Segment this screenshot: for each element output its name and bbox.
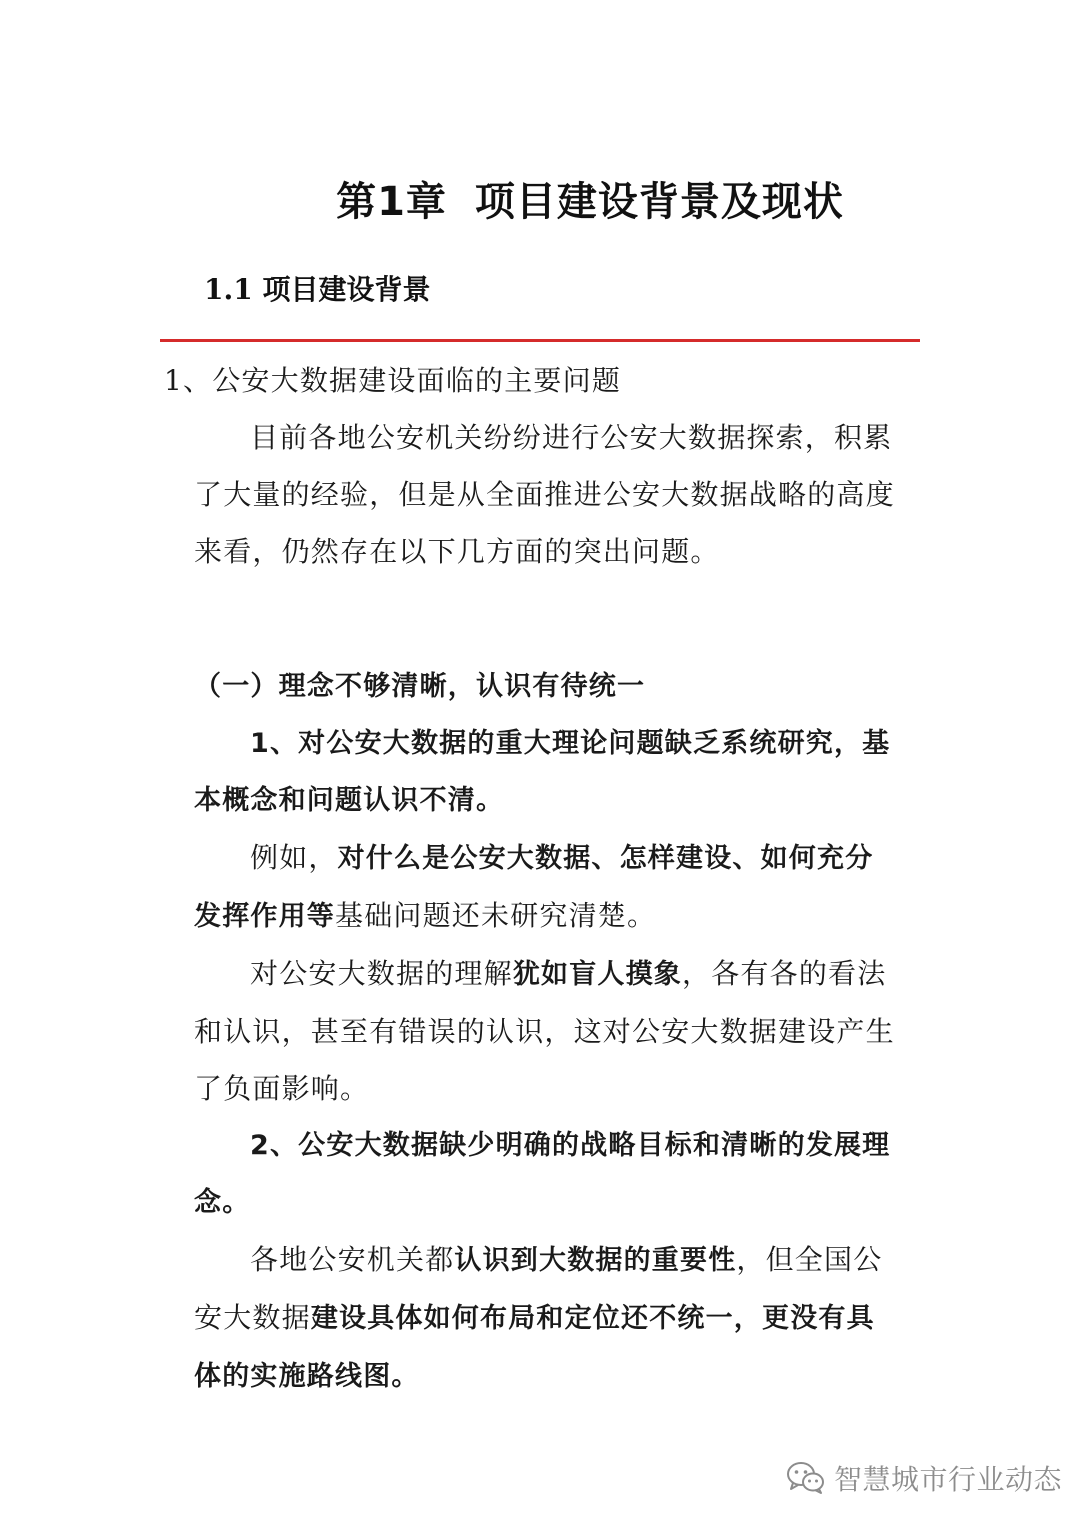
text-run: 对公安大数据的理解: [250, 957, 513, 990]
section-heading: 1.1 项目建设背景: [204, 273, 431, 306]
text-run: ，各有各的看法和认识，甚至有错误的认识，这对公安大数据建设产生了负面影响。: [194, 957, 895, 1105]
bold-text-run: 犹如盲人摸象: [512, 959, 683, 990]
point-1-heading: 1、对公安大数据的重大理论问题缺乏系统研究，基本概念和问题认识不清。: [194, 728, 891, 816]
text-run: 基础问题还未研究清楚。: [335, 899, 657, 932]
point-1-paragraph-1: [160, 829, 900, 945]
text-run: 例如，: [250, 841, 338, 874]
category-heading: （一）理念不够清晰，认识有待统一: [194, 671, 646, 702]
problems-subheading: 1、公安大数据建设面临的主要问题: [164, 364, 622, 397]
chapter-number: 第1章: [336, 179, 447, 225]
body-content: [160, 352, 900, 1405]
text-run: 各地公安机关都: [250, 1243, 455, 1276]
red-divider: [160, 339, 920, 342]
intro-paragraph: 目前各地公安机关纷纷进行公安大数据探索，积累了大量的经验，但是从全面推进公安大数据战略的高度来看，仍然存在以下几方面的突出问题。: [194, 421, 895, 568]
chapter-title-text: 项目建设背景及现状: [474, 179, 844, 225]
bold-text-run: 对什么是公安大数据、怎样建设、如何充分发挥作用等: [194, 843, 874, 932]
watermark-text: 智慧城市行业动态: [834, 1463, 1063, 1496]
wechat-icon: [786, 1460, 826, 1496]
watermark: [786, 1458, 1062, 1498]
chapter-title: [0, 170, 1080, 227]
point-2-paragraph-1: [160, 1231, 900, 1405]
point-1-paragraph-2: [160, 945, 900, 1117]
bold-text-run: 认识到大数据的重要性: [454, 1245, 737, 1276]
bold-text-run: 建设具体如何布局和定位还不统一，更没有具体的实施路线图。: [194, 1303, 875, 1392]
point-2-heading: 2、公安大数据缺少明确的战略目标和清晰的发展理念。: [194, 1130, 891, 1218]
text-run: ，但全国公安大数据: [194, 1243, 883, 1334]
